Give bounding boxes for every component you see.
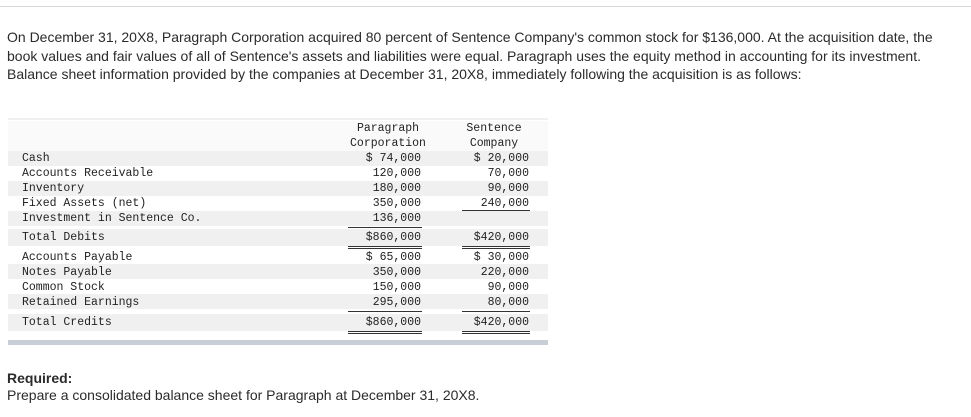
subtotal-rule [348, 311, 422, 312]
total-rule [462, 246, 530, 247]
paragraph-value: $860,000 [365, 231, 421, 244]
paragraph-value: 136,000 [372, 212, 421, 225]
problem-statement: On December 31, 20X8, Paragraph Corporation acquired 80 percent of Sentence Company's common stock for $136,000. At the acquisition date, the book values and fair values of all of Sentence's assets and liabilities were equal. Paragraph uses the equity method in accounting for its investment. Balance sheet information provided by the companies at December 31, 20X8, immediately following the acquisition is as follows: [7, 29, 933, 82]
paragraph-value: 180,000 [372, 182, 421, 195]
sentence-value: 80,000 [487, 296, 529, 309]
paragraph-value: 350,000 [372, 197, 421, 210]
header-paragraph-line2: Corporation [350, 137, 426, 150]
row-label: Cash [22, 152, 50, 165]
sentence-value: 90,000 [487, 182, 529, 195]
total-rule [462, 248, 530, 249]
sentence-value: $420,000 [473, 316, 529, 329]
sentence-value: 90,000 [487, 281, 529, 294]
total-rule [348, 246, 422, 247]
paragraph-value: $ 74,000 [365, 152, 421, 165]
total-rule [462, 331, 530, 332]
paragraph-value: 150,000 [372, 281, 421, 294]
row-label: Investment in Sentence Co. [22, 212, 202, 225]
total-rule [348, 248, 422, 249]
header-sentence-line1: Sentence [466, 122, 522, 135]
required-heading: Required: [7, 370, 73, 386]
sentence-value: $ 30,000 [473, 251, 529, 264]
subtotal-rule [462, 210, 530, 211]
table-bottom-bar [8, 340, 548, 345]
paragraph-value: $ 65,000 [365, 251, 421, 264]
sentence-value: $ 20,000 [473, 152, 529, 165]
total-rule [462, 333, 530, 334]
band [8, 118, 548, 120]
sentence-value: 70,000 [487, 167, 529, 180]
sentence-value: 240,000 [480, 197, 529, 210]
row-label: Accounts Payable [22, 251, 133, 264]
subtotal-rule [462, 311, 530, 312]
top-divider [0, 6, 971, 7]
row-label: Fixed Assets (net) [22, 197, 147, 210]
row-label: Notes Payable [22, 266, 112, 279]
paragraph-value: $860,000 [365, 316, 421, 329]
total-rule [348, 333, 422, 334]
row-label: Retained Earnings [22, 296, 140, 309]
row-label: Accounts Receivable [22, 167, 154, 180]
row-label: Common Stock [22, 281, 105, 294]
sentence-value: $420,000 [473, 231, 529, 244]
row-label: Total Debits [22, 231, 105, 244]
paragraph-value: 120,000 [372, 167, 421, 180]
subtotal-rule [348, 227, 422, 228]
total-rule [348, 331, 422, 332]
header-sentence-line2: Company [469, 137, 519, 150]
row-label: Total Credits [22, 316, 112, 329]
paragraph-value: 350,000 [372, 266, 421, 279]
row-label: Inventory [22, 182, 85, 195]
sentence-value: 220,000 [480, 266, 529, 279]
paragraph-value: 295,000 [372, 296, 421, 309]
balance-sheet-table [8, 118, 548, 346]
header-paragraph-line1: Paragraph [356, 122, 420, 135]
required-instruction: Prepare a consolidated balance sheet for Paragraph at December 31, 20X8. [7, 387, 480, 403]
